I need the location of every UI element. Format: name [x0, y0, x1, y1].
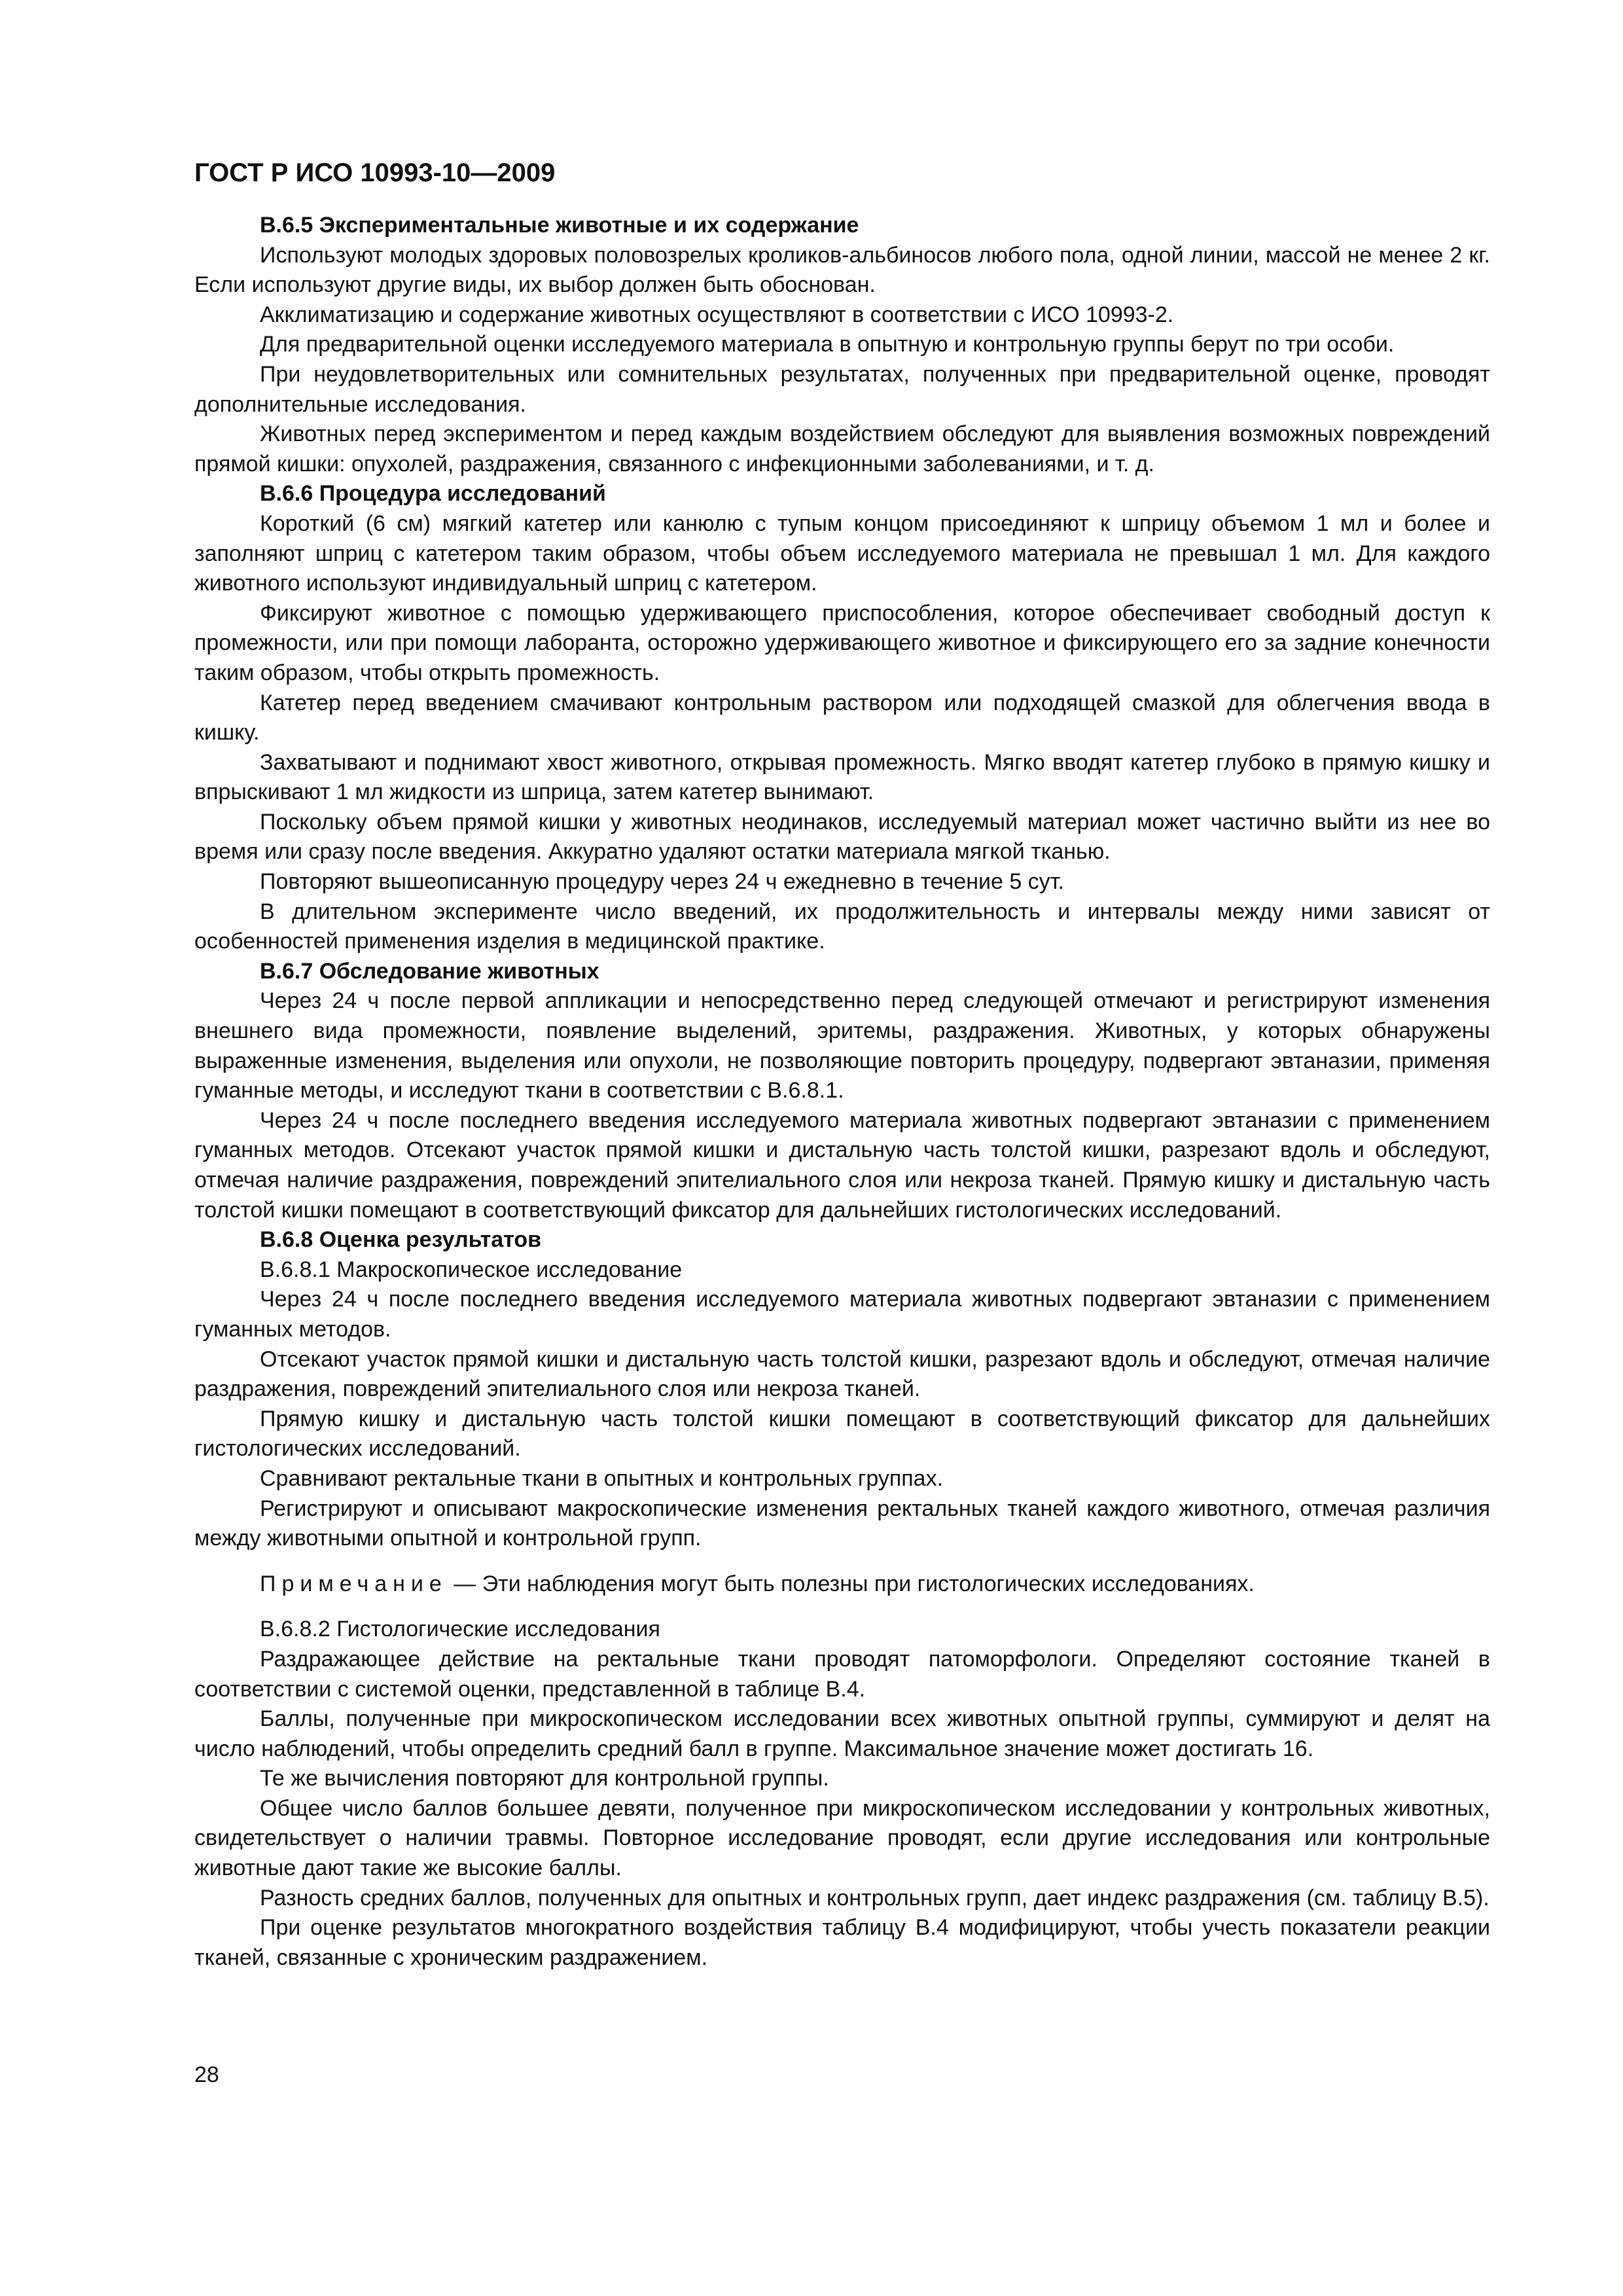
- paragraph: Используют молодых здоровых половозрелых кроликов-альбиносов любого пола, одной линии, массой не менее 2 кг. Если используют другие виды, их выбор должен быть обоснован.: [194, 242, 1490, 298]
- paragraph: Баллы, полученные при микроскопическом исследовании всех животных опытной группы, суммируют и делят на число наблюдений, чтобы определить средний балл в группе. Максимальное значение может достигать 16.: [194, 1706, 1490, 1761]
- section-heading-b65: B.6.5 Экспериментальные животные и их содержание: [260, 213, 859, 238]
- paragraph: В длительном эксперименте число введений, их продолжительность и интервалы между ними зависят от особенностей применения изделия в медицинской практике.: [194, 899, 1490, 954]
- document-page: [194, 157, 1490, 1973]
- paragraph: При оценке результатов многократного воздействия таблицу B.4 модифицируют, чтобы учесть показатели реакции тканей, связанные с хроническим раздражением.: [194, 1915, 1490, 1970]
- document-body: [194, 211, 1490, 1973]
- page-number: 28: [194, 2062, 219, 2087]
- paragraph: Через 24 ч после последнего введения исследуемого материала животных подвергают эвтаназии с применением гуманных методов. Отсекают участок прямой кишки и дистальную часть толстой кишки, разрезают вдоль и обследуют, отмечая наличие раздражения, повреждений эпителиального слоя или некроза тканей. Прямую кишку и дистальную часть толстой кишки помещают в соответствующий фиксатор для дальнейших гистологических исследований.: [194, 1107, 1490, 1223]
- document-header: ГОСТ Р ИСО 10993-10—2009: [194, 158, 556, 187]
- paragraph: Захватывают и поднимают хвост животного, открывая промежность. Мягко вводят катетер глубоко в прямую кишку и впрыскивают 1 мл жидкости из шприца, затем катетер вынимают.: [194, 749, 1490, 805]
- subsection-heading-b682: B.6.8.2 Гистологические исследования: [260, 1617, 660, 1642]
- paragraph: Повторяют вышеописанную процедуру через 24 ч ежедневно в течение 5 сут.: [260, 869, 1064, 895]
- paragraph: Сравнивают ректальные ткани в опытных и контрольных группах.: [260, 1465, 944, 1491]
- paragraph: При неудовлетворительных или сомнительных результатах, полученных при предварительной оценке, проводят дополнительные исследования.: [194, 361, 1490, 417]
- subsection-heading-b681: B.6.8.1 Макроскопическое исследование: [260, 1257, 683, 1282]
- note: [194, 1570, 1490, 1600]
- paragraph: Короткий (6 см) мягкий катетер или канюлю с тупым концом присоединяют к шприцу объемом 1 мл и более и заполняют шприц с катетером таким образом, чтобы объем исследуемого материала не превышал 1 мл. Для каждого животного используют индивидуальный шприц с катетером.: [194, 511, 1490, 596]
- paragraph: Через 24 ч после первой аппликации и непосредственно перед следующей отмечают и регистрируют изменения внешнего вида промежности, появление выделений, эритемы, раздражения. Животных, у которых обнаружены выраженные изменения, выделения или опухоли, не позволяющие повторить процедуру, подвергают эвтаназии, применяя гуманные методы, и исследуют ткани в соответствии с B.6.8.1.: [194, 988, 1490, 1103]
- section-heading-b67: B.6.7 Обследование животных: [260, 958, 599, 984]
- paragraph: Отсекают участок прямой кишки и дистальную часть толстой кишки, разрезают вдоль и обследуют, отмечая наличие раздражения, повреждений эпителиального слоя или некроза тканей.: [194, 1346, 1490, 1402]
- section-heading-b66: B.6.6 Процедура исследований: [260, 481, 606, 507]
- paragraph: Фиксируют животное с помощью удерживающего приспособления, которое обеспечивает свободный доступ к промежности, или при помощи лаборанта, осторожно удерживающего животное и фиксирующего его за задние конечности таким образом, чтобы открыть промежность.: [194, 600, 1490, 685]
- paragraph: Для предварительной оценки исследуемого материала в опытную и контрольную группы берут по три особи.: [260, 332, 1395, 357]
- paragraph: Прямую кишку и дистальную часть толстой кишки помещают в соответствующий фиксатор для дальнейших гистологических исследований.: [194, 1406, 1490, 1462]
- paragraph: Те же вычисления повторяют для контрольной группы.: [260, 1766, 829, 1791]
- section-heading-b68: B.6.8 Оценка результатов: [260, 1227, 542, 1253]
- paragraph: Поскольку объем прямой кишки у животных неодинаков, исследуемый материал может частично выйти из нее во время или сразу после введения. Аккуратно удаляют остатки материала мягкой тканью.: [194, 809, 1490, 865]
- paragraph: Через 24 ч после последнего введения исследуемого материала животных подвергают эвтаназии с применением гуманных методов.: [194, 1287, 1490, 1342]
- paragraph: Общее число баллов большее девяти, полученное при микроскопическом исследовании у контрольных животных, свидетельствует о наличии травмы. Повторное исследование проводят, если другие исследования или контрольные животные дают такие же высокие баллы.: [194, 1795, 1490, 1881]
- note-label: Примечание: [260, 1571, 448, 1596]
- paragraph: Животных перед экспериментом и перед каждым воздействием обследуют для выявления возможных повреждений прямой кишки: опухолей, раздражения, связанного с инфекционными заболеваниями, и т. д.: [194, 422, 1490, 476]
- paragraph: Катетер перед введением смачивают контрольным раствором или подходящей смазкой для облегчения ввода в кишку.: [194, 690, 1490, 745]
- note-text: — Эти наблюдения могут быть полезны при гистологических исследованиях.: [447, 1571, 1255, 1596]
- paragraph: Раздражающее действие на ректальные ткани проводят патоморфологи. Определяют состояние тканей в соответствии с системой оценки, представленной в таблице B.4.: [194, 1646, 1490, 1702]
- paragraph: Регистрируют и описывают макроскопические изменения ректальных тканей каждого животного, отмечая различия между животными опытной и контрольной групп.: [194, 1496, 1490, 1551]
- paragraph: Акклиматизацию и содержание животных осуществляют в соответствии с ИСО 10993-2.: [260, 302, 1174, 327]
- paragraph: Разность средних баллов, полученных для опытных и контрольных групп, дает индекс раздражения (см. таблицу B.5).: [260, 1885, 1489, 1910]
